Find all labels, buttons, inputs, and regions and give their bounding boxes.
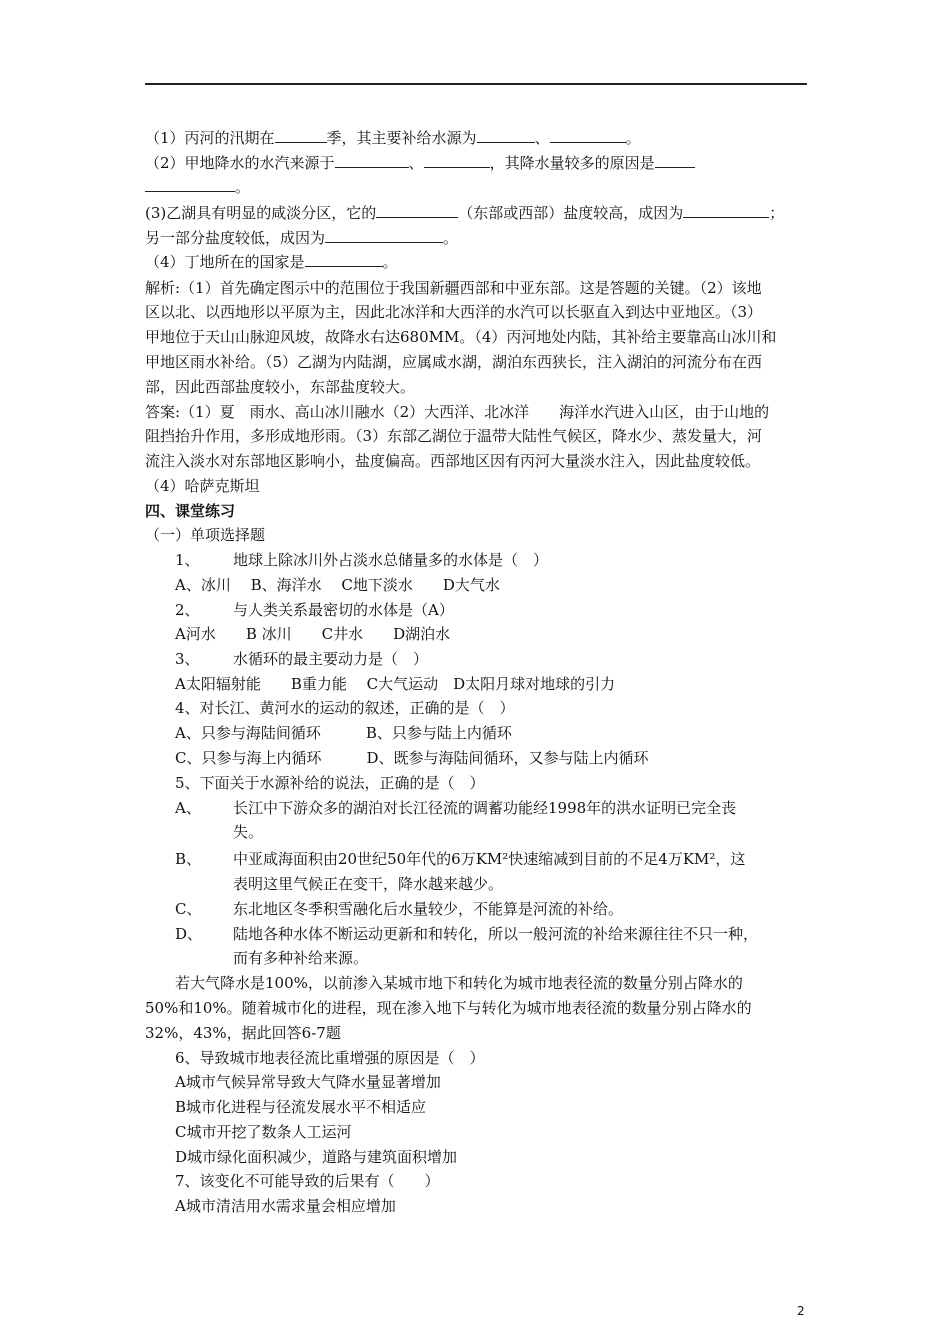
page-number: 2 <box>797 1304 805 1318</box>
option-c-text: 东北地区冬季积雪融化后水量较少，不能算是河流的补给。 <box>233 900 624 918</box>
question-1: （1）丙河的汛期在 季，其主要补给水源为 、 。 <box>145 129 641 147</box>
section-title: 四、课堂练习 <box>145 502 236 520</box>
answer-blank[interactable] <box>145 177 235 192</box>
question-3: (3)乙湖具有明显的咸淡分区，它的 （东部或西部）盐度较高，成因为 ； <box>145 204 785 222</box>
option-a-text: 失。 <box>233 823 264 841</box>
question-3-cont: 另一部分盐度较低，成因为 。 <box>145 229 459 247</box>
option-b-label: B、 <box>175 850 202 868</box>
answer-line: 阻挡抬升作用，多形成地形雨。（3）东部乙湖位于温带大陆性气候区，降水少、蒸发量大，河 <box>145 427 763 445</box>
item-7-text: 7、该变化不可能导致的后果有（ ） <box>175 1172 440 1190</box>
answer-blank[interactable] <box>683 203 769 218</box>
item-1-options: A、冰川 B、海洋水 C地下淡水 D大气水 <box>175 576 500 594</box>
item-6-option: A城市气候异常导致大气降水量显著增加 <box>175 1073 441 1091</box>
item-4-options: A、只参与海陆间循环 B、只参与陆上内循环 <box>175 724 512 742</box>
item-6-option: D城市绿化面积减少，道路与建筑面积增加 <box>175 1148 458 1166</box>
item-4-text: 4、对长江、黄河水的运动的叙述，正确的是（ ） <box>175 699 515 717</box>
question-2-cont: 。 <box>145 177 250 197</box>
answer-blank[interactable] <box>550 128 626 143</box>
question-4: （4）丁地所在的国家是 。 <box>145 253 398 271</box>
option-d-label: D、 <box>175 925 203 943</box>
answer-blank[interactable] <box>325 228 443 243</box>
item-5-text: 5、下面关于水源补给的说法，正确的是（ ） <box>175 774 485 792</box>
item-3-text: 水循环的最主要动力是（ ） <box>233 650 429 668</box>
answer-blank[interactable] <box>275 128 327 143</box>
item-6-option: C城市开挖了数条人工运河 <box>175 1123 352 1141</box>
answer-blank[interactable] <box>424 153 490 168</box>
question-2: （2）甲地降水的水汽来源于 、 ，其降水量较多的原因是 <box>145 153 695 173</box>
option-a-text: 长江中下游众多的湖泊对长江径流的调蓄功能经1998年的洪水证明已完全丧 <box>233 799 737 817</box>
answer-blank[interactable] <box>305 252 383 267</box>
answer-blank[interactable] <box>655 153 695 168</box>
item-4-options: C、只参与海上内循环 D、既参与海陆间循环，又参与陆上内循环 <box>175 749 649 767</box>
item-2-num: 2、 <box>175 601 200 619</box>
header-rule <box>145 83 807 85</box>
passage-line: 50%和10%。随着城市化的进程，现在渗入地下与转化为城市地表径流的数量分别占降水的 <box>145 999 752 1017</box>
answer-blank[interactable] <box>335 153 409 168</box>
item-2-options: A河水 B 冰川 C井水 D湖泊水 <box>175 625 451 643</box>
option-b-text: 表明这里气候正在变干，降水越来越少。 <box>233 875 504 893</box>
item-6-text: 6、导致城市地表径流比重增强的原因是（ ） <box>175 1049 485 1067</box>
option-d-text: 陆地各种水体不断运动更新和和转化，所以一般河流的补给来源往往不只一种， <box>233 925 759 943</box>
item-7-option: A城市清洁用水需求量会相应增加 <box>175 1197 396 1215</box>
analysis-line: 甲地区雨水补给。（5）乙湖为内陆湖，应属咸水湖，湖泊东西狭长，注入湖泊的河流分布在西 <box>145 353 763 371</box>
answer-line: 答案:（1）夏 雨水、高山冰川融水（2）大西洋、北冰洋 海洋水汽进入山区，由于山地的 <box>145 403 770 421</box>
passage-line: 若大气降水是100%，以前渗入某城市地下和转化为城市地表径流的数量分别占降水的 <box>175 974 743 992</box>
item-1-text: 地球上除冰川外占淡水总储量多的水体是（ ） <box>233 551 549 569</box>
subsection-title: （一）单项选择题 <box>145 526 266 544</box>
analysis-line: 解析:（1）首先确定图示中的范围位于我国新疆西部和中亚东部。这是答题的关键。（2）该地 <box>145 279 762 297</box>
item-3-options: A太阳辐射能 B重力能 C大气运动 D太阳月球对地球的引力 <box>175 675 616 693</box>
analysis-line: 甲地位于天山山脉迎风坡，故降水右达680MM。（4）丙河地处内陆，其补给主要靠高山冰川和 <box>145 328 777 346</box>
answer-blank[interactable] <box>376 203 458 218</box>
option-d-text: 而有多种补给来源。 <box>233 949 369 967</box>
item-1-num: 1、 <box>175 551 200 569</box>
analysis-line: 部，因此西部盐度较小，东部盐度较大。 <box>145 378 416 396</box>
analysis-line: 区以北、以西地形以平原为主，因此北冰洋和大西洋的水汽可以长驱直入到达中亚地区。（3） <box>145 303 763 321</box>
answer-blank[interactable] <box>477 128 535 143</box>
item-3-num: 3、 <box>175 650 200 668</box>
passage-line: 32%，43%，据此回答6-7题 <box>145 1024 341 1042</box>
item-6-option: B城市化进程与径流发展水平不相适应 <box>175 1098 427 1116</box>
answer-line: 流注入淡水对东部地区影响小，盐度偏高。西部地区因有丙河大量淡水注入，因此盐度较低。 <box>145 452 761 470</box>
item-2-text: 与人类关系最密切的水体是（A） <box>233 601 454 619</box>
option-b-text: 中亚咸海面积由20世纪50年代的6万KM²快速缩减到目前的不足4万KM²，这 <box>233 850 746 868</box>
answer-line: （4）哈萨克斯坦 <box>145 477 260 495</box>
option-c-label: C、 <box>175 900 202 918</box>
option-a-label: A、 <box>175 799 201 817</box>
